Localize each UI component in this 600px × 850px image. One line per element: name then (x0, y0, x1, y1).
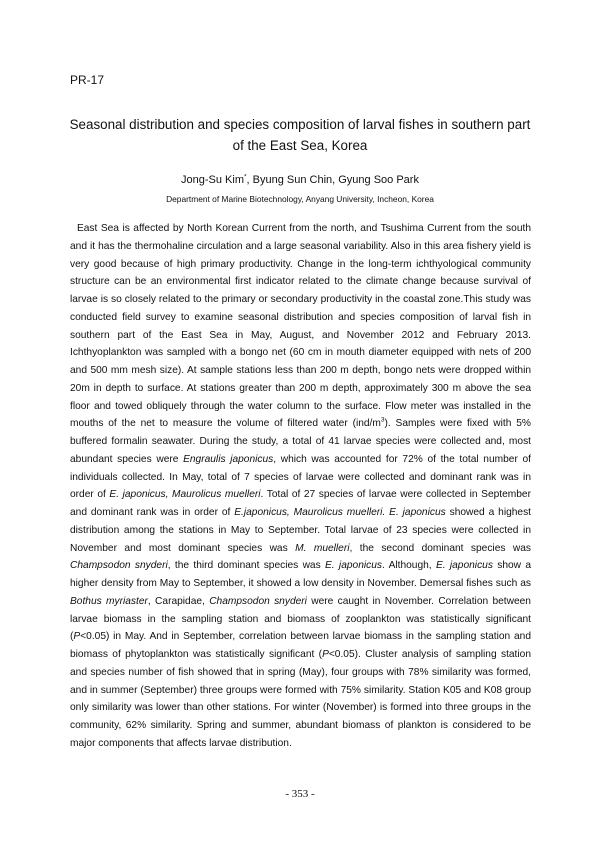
species-name: Bothus myriaster (70, 595, 148, 607)
author-line (0, 174, 600, 186)
paper-title: Seasonal distribution and species composition of larval fishes in southern part of the East Sea, Korea (69, 117, 531, 153)
page-number: - 353 - (285, 788, 315, 800)
co-author-names: , Byung Sun Chin, Gyung Soo Park (246, 174, 419, 186)
author-name: Jong-Su Kim (181, 174, 244, 186)
species-name: Champsodon snyderi (70, 560, 168, 572)
p-value-symbol: P (73, 631, 81, 643)
abstract-segment: ). Samples were fixed with 5% buffered formalin seawater. During the study, a total of 41 larvae species were collected and, most abundant species were (70, 418, 531, 465)
abstract-segment: , which was accounted for 72% of the total number of individuals collected. In May, total of 7 species of larvae were collected and dominant rank was in order of (70, 453, 531, 501)
abstract-segment: . Although, (381, 560, 436, 572)
superscript-three: 3 (380, 416, 385, 424)
species-name: M. muelleri (295, 542, 350, 554)
species-name: E. japonicus (325, 560, 382, 572)
abstract-segment: , the third dominant species was (167, 560, 325, 572)
abstract-segment: <0.05) in May. And in September, correlation between larvae biomass in the sampling station and biomass of phytoplankton was statistically significant ( (70, 631, 531, 660)
species-name: E. japonicus (435, 560, 493, 572)
abstract-segment: , Carapidae, (147, 595, 210, 607)
abstract-segment: <0.05). Cluster analysis of sampling station and species number of fish showed that in spring (May), four groups with 78% similarity was formed, and in summer (September) three groups were formed with 75% similarity. Station K05 and K08 group only similarity was lower than other stations. For winter (November) is formed into three groups in the community, 62% similarity. Spring and summer, abundant biomass of plankton is considered to be major components that affects larvae distribution. (70, 649, 531, 749)
abstract-segment: East Sea is affected by North Korean Current from the north, and Tsushima Current from the south and it has the thermohaline circulation and a large seasonal variability. Also in this area fishery yield is very good because of high primary productivity. Change in the long-term ichthyological community structure can be an environmental first indicator related to the climate change because survival of larvae is so closely related to the primary or secondary productivity in the coastal zone.This study was conducted field survey to examine seasonal distribution and species composition of larval fish in southern part of the East Sea in May, August, and November 2012 and February 2013. Ichthyoplankton was sampled with a bongo net (60 cm in mouth diameter equipped with nets of 200 and 500 mm mesh size). At sample stations less than 200 m depth, bongo nets were dropped within 20m in depth to surface. At stations greater than 200 m depth, approximately 300 m above the sea floor and towed obliquely through the water column to the surface. Flow meter was installed in the mouths of the net to measure the volume of filtered water (ind/m (70, 223, 531, 430)
abstract-segment: were caught in November. Correlation between larvae biomass in the sampling station and biomass of zooplankton was statistically significant ( (70, 595, 531, 643)
affiliation: Department of Marine Biotechnology, Anyang University, Incheon, Korea (166, 194, 434, 204)
species-name: E. japonicus, Maurolicus muelleri (109, 489, 261, 501)
abstract-text (70, 220, 531, 753)
abstract-segment: show a higher density from May to September, it showed a low density in November. Demersal fishes such as (70, 560, 531, 589)
corresponding-author-mark: * (244, 173, 247, 181)
page-id-label: PR-17 (70, 73, 105, 87)
abstract-segment: , the second dominant species was (349, 542, 531, 554)
abstract-segment: . Total of 27 species of larvae were collected in September and dominant rank was in order of (70, 489, 531, 518)
species-name: Engraulis japonicus (183, 453, 274, 465)
p-value-symbol: P (322, 649, 329, 660)
species-name: E.japonicus, Maurolicus muelleri. E. japonicus (234, 507, 446, 518)
abstract-segment: showed a highest distribution among the stations in May to September. Total larvae of 23 species were collected in November and most dominant species was (70, 507, 532, 554)
species-name: Champsodon snyderi (209, 595, 307, 607)
